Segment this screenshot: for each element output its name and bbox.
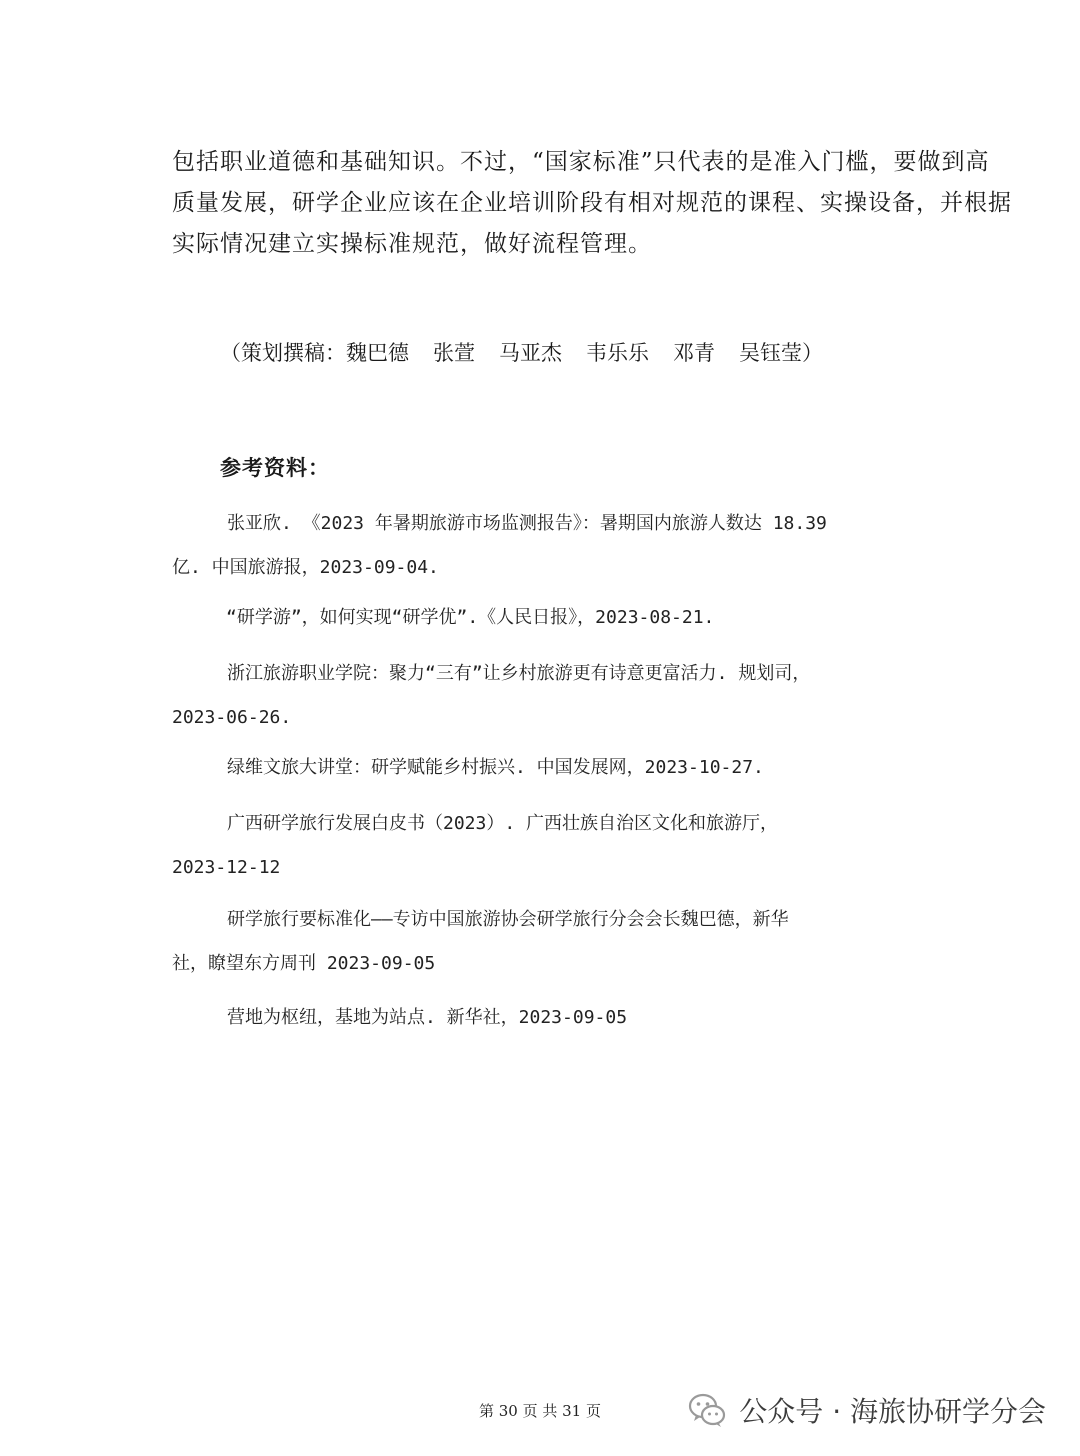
- reference-line: 研学旅行要标准化——专访中国旅游协会研学旅行分会会长魏巴德，新华: [227, 909, 789, 930]
- reference-line: 浙江旅游职业学院：聚力“三有”让乡村旅游更有诗意更富活力. 规划司，: [227, 663, 811, 684]
- reference-line: 张亚欣. 《2023 年暑期旅游市场监测报告》：暑期国内旅游人数达 18.39: [227, 513, 827, 534]
- reference-item: [172, 898, 789, 986]
- reference-line: 广西研学旅行发展白皮书（2023）. 广西壮族自治区文化和旅游厅，: [227, 813, 779, 834]
- credits-name: 吴钰莹: [739, 341, 802, 365]
- reference-item: [172, 996, 627, 1040]
- intro-line: 质量发展，研学企业应该在企业培训阶段有相对规范的课程、实操设备，并根据: [172, 190, 1012, 216]
- credits-name: 魏巴德: [346, 341, 409, 365]
- reference-line: 亿. 中国旅游报，2023-09-04.: [172, 557, 439, 578]
- references-heading: 参考资料：: [220, 455, 330, 480]
- credits-close-paren: ）: [802, 341, 823, 365]
- watermark-text: 公众号 · 海旅协研学分会: [739, 1395, 1046, 1428]
- credits-open-paren: （: [220, 341, 241, 365]
- reference-item: [172, 802, 778, 890]
- reference-line: 营地为枢纽，基地为站点. 新华社，2023-09-05: [227, 1007, 628, 1028]
- reference-item: [172, 502, 827, 590]
- reference-item: [172, 652, 810, 740]
- page-number: 第 30 页 共 31 页: [478, 1402, 601, 1420]
- reference-line: 2023-12-12: [172, 857, 281, 878]
- reference-line: “研学游”，如何实现“研学优”.《人民日报》，2023-08-21.: [226, 607, 715, 628]
- credits-label: 策划撰稿：: [241, 341, 346, 365]
- reference-line: 2023-06-26.: [172, 707, 292, 728]
- credits-name: 韦乐乐: [586, 341, 649, 365]
- reference-item: [226, 596, 714, 640]
- reference-line: 绿维文旅大讲堂：研学赋能乡村振兴. 中国发展网，2023-10-27.: [227, 757, 764, 778]
- reference-item: [172, 746, 764, 790]
- credits-name: 张萱: [433, 341, 475, 365]
- credits-line: [220, 337, 823, 367]
- wechat-watermark: [687, 1388, 1046, 1432]
- credits-name: 邓青: [673, 341, 715, 365]
- intro-line: 包括职业道德和基础知识。不过，“国家标准”只代表的是准入门槛，要做到高: [172, 149, 990, 175]
- credits-name: 马亚杰: [499, 341, 562, 365]
- intro-paragraph: [172, 142, 1012, 265]
- intro-line: 实际情况建立实操标准规范，做好流程管理。: [172, 231, 652, 257]
- reference-line: 社，瞭望东方周刊 2023-09-05: [172, 953, 436, 974]
- wechat-icon: [687, 1390, 727, 1430]
